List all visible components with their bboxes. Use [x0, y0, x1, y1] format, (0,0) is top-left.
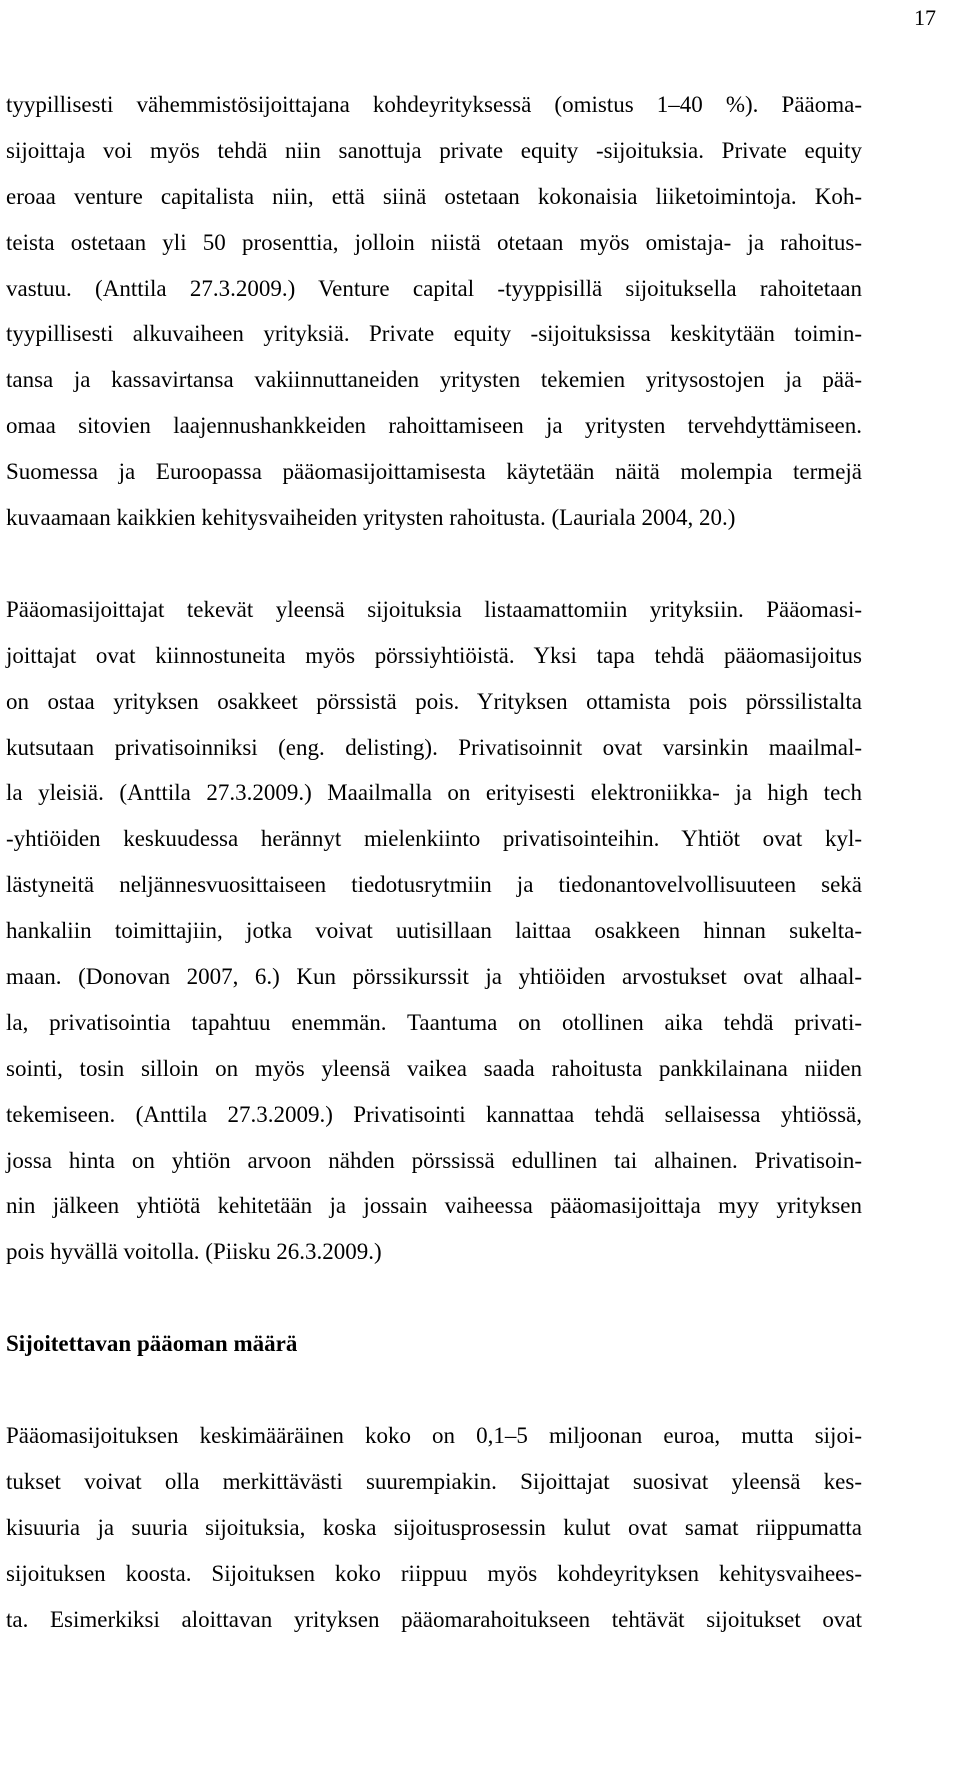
text-line: kuvaamaan kaikkien kehitysvaiheiden yritysten rahoitusta. (Lauriala 2004, 20.) [6, 505, 736, 531]
text-line: kisuuria ja suuria sijoituksia, koska sijoitusprosessin kulut ovat samat riippumatta [6, 1514, 862, 1540]
text-line: Pääomasijoittajat tekevät yleensä sijoituksia listaamattomiin yrityksiin. Pääomasi- [6, 596, 862, 622]
page-number: 17 [914, 5, 936, 30]
text-line: maan. (Donovan 2007, 6.) Kun pörssikurssit ja yhtiöiden arvostukset ovat alhaal- [6, 964, 862, 990]
text-line: pois hyvällä voitolla. (Piisku 26.3.2009.) [6, 1239, 382, 1265]
paragraph-gap [6, 541, 862, 587]
text-line: teista ostetaan yli 50 prosenttia, jolloin niistä otetaan myös omistaja- ja rahoitus- [6, 229, 862, 255]
text-line: ta. Esimerkiksi aloittavan yrityksen pääomarahoitukseen tehtävät sijoitukset ovat [6, 1606, 862, 1632]
text-line: jossa hinta on yhtiön arvoon nähden pörssissä edullinen tai alhainen. Privatisoin- [6, 1147, 862, 1173]
text-line: la yleisiä. (Anttila 27.3.2009.) Maailmalla on erityisesti elektroniikka- ja high tech [6, 780, 862, 806]
text-line: hankaliin toimittajiin, jotka voivat uutisillaan laittaa osakkeen hinnan sukelta- [6, 918, 862, 944]
text-line: Pääomasijoituksen keskimääräinen koko on 0,1–5 miljoonan euroa, mutta sijoi- [6, 1423, 862, 1449]
text-line: sointi, tosin silloin on myös yleensä vaikea saada rahoitusta pankkilainana niiden [6, 1055, 862, 1081]
paragraph-gap [6, 1367, 862, 1413]
text-line: Suomessa ja Euroopassa pääomasijoittamisesta käytetään näitä molempia termejä [6, 459, 862, 485]
paragraph-1 [6, 82, 862, 541]
text-line: on ostaa yrityksen osakkeet pörssistä pois. Yrityksen ottamista pois pörssilistalta [6, 688, 862, 714]
text-line: kutsutaan privatisoinniksi (eng. delisting). Privatisoinnit ovat varsinkin maailmal- [6, 734, 862, 760]
section-heading: Sijoitettavan pääoman määrä [6, 1331, 298, 1357]
text-line: sijoituksen koosta. Sijoituksen koko riippuu myös kohdeyrityksen kehitysvaihees- [6, 1560, 862, 1586]
text-line: joittajat ovat kiinnostuneita myös pörssiyhtiöistä. Yksi tapa tehdä pääomasijoitus [6, 642, 862, 668]
text-line: la, privatisointia tapahtuu enemmän. Taantuma on otollinen aika tehdä privati- [6, 1009, 862, 1035]
text-line: nin jälkeen yhtiötä kehitetään ja jossain vaiheessa pääomasijoittaja myy yrityksen [6, 1193, 862, 1219]
text-line: sijoittaja voi myös tehdä niin sanottuja private equity -sijoituksia. Private equity [6, 137, 862, 163]
paragraph-2 [6, 587, 862, 1275]
text-line: -yhtiöiden keskuudessa herännyt mielenkiinto privatisointeihin. Yhtiöt ovat kyl- [6, 826, 862, 852]
text-line: vastuu. (Anttila 27.3.2009.) Venture capital -tyyppisillä sijoituksella rahoitetaan [6, 275, 862, 301]
text-line: omaa sitovien laajennushankkeiden rahoittamiseen ja yritysten tervehdyttämiseen. [6, 413, 862, 439]
document-body [6, 82, 862, 1643]
text-line: tyypillisesti vähemmistösijoittajana kohdeyrityksessä (omistus 1–40 %). Pääoma- [6, 92, 862, 117]
text-line: eroaa venture capitalista niin, että siinä ostetaan kokonaisia liiketoimintoja. Koh- [6, 183, 862, 209]
paragraph-3 [6, 1413, 862, 1642]
text-line: tekemiseen. (Anttila 27.3.2009.) Privatisointi kannattaa tehdä sellaisessa yhtiössä, [6, 1101, 862, 1127]
text-line: tukset voivat olla merkittävästi suurempiakin. Sijoittajat suosivat yleensä kes- [6, 1469, 862, 1495]
text-line: tansa ja kassavirtansa vakiinnuttaneiden yritysten tekemien yritysostojen ja pää- [6, 367, 862, 393]
text-line: tyypillisesti alkuvaiheen yrityksiä. Private equity -sijoituksissa keskitytään toimin- [6, 321, 862, 347]
paragraph-gap [6, 1275, 862, 1321]
text-line: lästyneitä neljännesvuosittaiseen tiedotusrytmiin ja tiedonantovelvollisuuteen sekä [6, 872, 862, 898]
